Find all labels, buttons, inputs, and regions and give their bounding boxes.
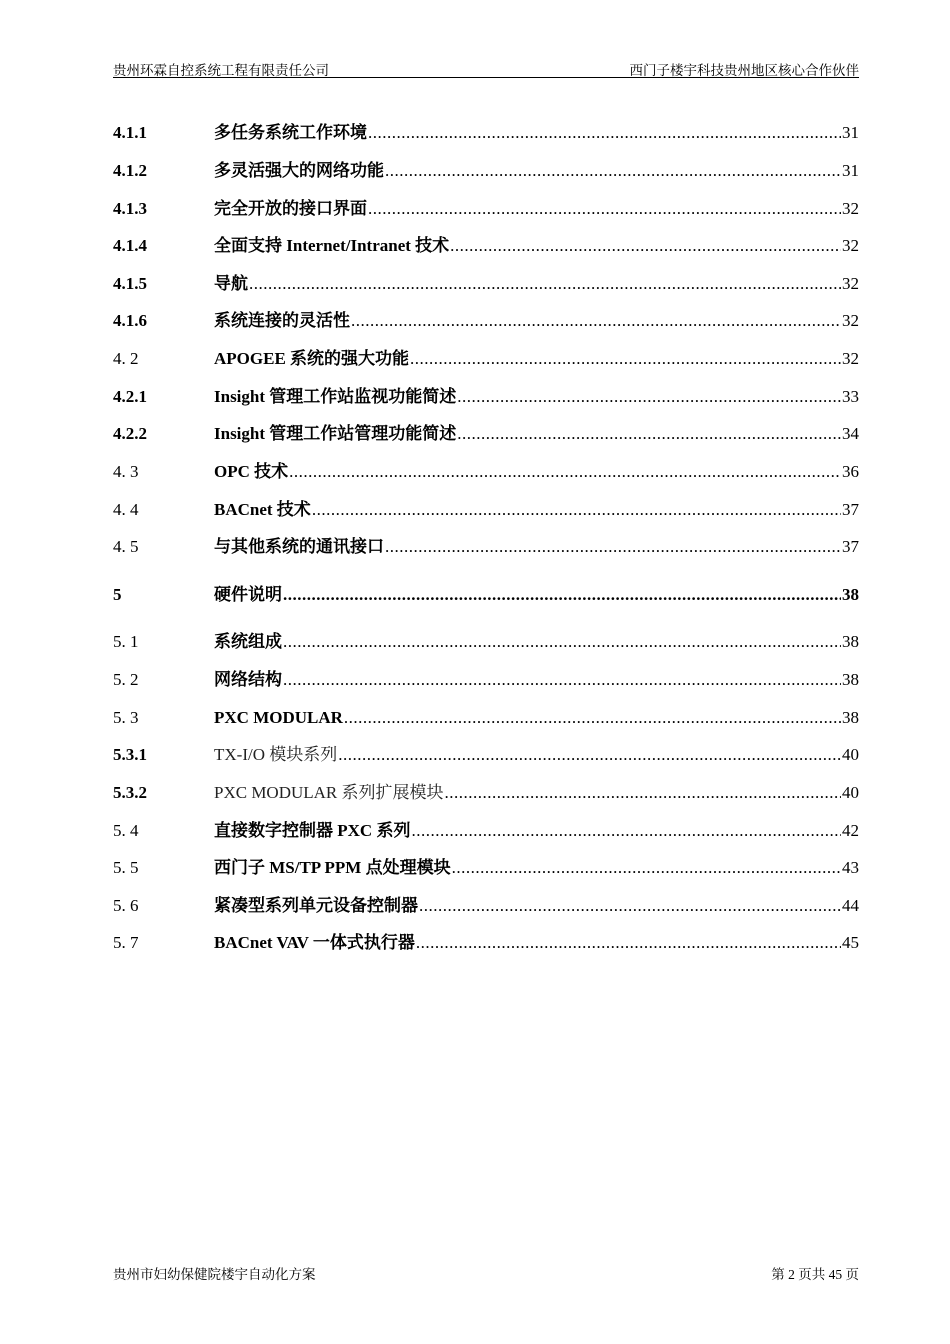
toc-title: 系统连接的灵活性 [214,311,350,330]
toc-leader [249,272,841,296]
header-partner: 西门子楼宇科技贵州地区核心合作伙伴 [629,63,859,78]
toc-leader [385,159,841,183]
toc-entry[interactable] [113,535,859,559]
toc-entry[interactable] [113,819,859,843]
toc-number: 4.2.1 [113,387,147,406]
toc-number: 4.1.4 [113,236,147,255]
toc-title: Insight 管理工作站管理功能简述 [214,424,457,443]
toc-leader [419,894,841,918]
toc-page: 40 [842,783,859,802]
toc-number: 5. 5 [113,858,139,877]
toc-leader [445,781,841,805]
toc-title: 多任务系统工作环境 [214,123,367,142]
toc-leader [368,121,841,145]
toc-page: 42 [842,821,859,840]
toc-number: 5. 6 [113,896,139,915]
toc-page: 32 [842,274,859,293]
toc-entry[interactable] [113,931,859,955]
toc-number: 4. 2 [113,349,139,368]
toc-leader [452,856,841,880]
toc-page: 37 [842,500,859,519]
toc-title: BACnet VAV 一体式执行器 [214,933,415,952]
toc-title: 导航 [214,274,248,293]
toc-entry[interactable] [113,498,859,522]
toc-entry[interactable] [113,630,859,654]
toc-number: 5. 3 [113,708,139,727]
toc-title: 紧凑型系列单元设备控制器 [214,896,418,915]
toc-title: 硬件说明 [214,585,282,604]
toc-number: 4.1.5 [113,274,147,293]
toc-page: 32 [842,311,859,330]
toc-number: 4.2.2 [113,424,147,443]
toc-entry[interactable] [113,894,859,918]
toc-number: 5. 2 [113,670,139,689]
toc-title: Insight 管理工作站监视功能简述 [214,387,457,406]
toc-entry[interactable] [113,272,859,296]
toc-entry[interactable] [113,197,859,221]
toc-title: TX-I/O 模块系列 [214,745,338,764]
toc-page: 37 [842,537,859,556]
toc-leader [338,743,841,767]
toc-leader [312,498,841,522]
toc-leader [416,931,841,955]
toc-page: 43 [842,858,859,877]
toc-leader [283,668,841,692]
toc-title: BACnet 技术 [214,500,311,519]
toc-entry[interactable] [113,668,859,692]
toc-leader [283,630,841,654]
toc-entry[interactable] [113,460,859,484]
toc-title: 多灵活强大的网络功能 [214,161,384,180]
toc-page: 31 [842,123,859,142]
toc-page: 34 [842,424,859,443]
toc-title: PXC MODULAR 系列扩展模块 [214,783,444,802]
toc-entry[interactable] [113,385,859,409]
toc-leader [344,706,841,730]
toc-number: 5. 7 [113,933,139,952]
toc-page: 38 [842,708,859,727]
toc-leader [411,819,841,843]
toc-page: 44 [842,896,859,915]
toc-leader [283,583,841,607]
toc-number: 5. 4 [113,821,139,840]
toc-number: 4. 4 [113,500,139,519]
toc-number: 5 [113,585,122,604]
footer-page-number: 第 2 页共 45 页 [771,1267,859,1282]
toc-leader [385,535,841,559]
toc-entry[interactable] [113,781,859,805]
toc-page: 33 [842,387,859,406]
toc-title: APOGEE 系统的强大功能 [214,349,410,368]
footer-document-title: 贵州市妇幼保健院楼宇自动化方案 [113,1267,316,1282]
toc-number: 4.1.1 [113,123,147,142]
toc-leader [289,460,841,484]
toc-leader [457,385,841,409]
toc-entry-chapter[interactable] [113,583,859,607]
header-company: 贵州环霖自控系统工程有限责任公司 [113,63,329,78]
toc-title: OPC 技术 [214,462,289,481]
toc-page: 38 [842,670,859,689]
toc-leader [351,309,841,333]
toc-leader [457,422,841,446]
toc-number: 5. 1 [113,632,139,651]
toc-title: 系统组成 [214,632,282,651]
toc-page: 40 [842,745,859,764]
toc-title: 与其他系统的通讯接口 [214,537,384,556]
page-header [113,59,859,78]
toc-number: 4. 5 [113,537,139,556]
toc-title: 网络结构 [214,670,282,689]
toc-entry[interactable] [113,856,859,880]
toc-title: 直接数字控制器 PXC 系列 [214,821,411,840]
toc-title: 完全开放的接口界面 [214,199,367,218]
toc-page: 38 [842,632,859,651]
toc-page: 31 [842,161,859,180]
toc-entry[interactable] [113,309,859,333]
toc-leader [450,234,841,258]
toc-title: 西门子 MS/TP PPM 点处理模块 [214,858,451,877]
toc-entry[interactable] [113,422,859,446]
toc-page: 32 [842,236,859,255]
toc-leader [410,347,841,371]
toc-number: 4.1.6 [113,311,147,330]
toc-number: 4.1.3 [113,199,147,218]
toc-entry[interactable] [113,121,859,145]
toc-title: 全面支持 Internet/Intranet 技术 [214,236,450,255]
toc-entry[interactable] [113,743,859,767]
toc-page: 45 [842,933,859,952]
toc-entry[interactable] [113,347,859,371]
toc-entry[interactable] [113,234,859,258]
toc-number: 4. 3 [113,462,139,481]
toc-page: 32 [842,199,859,218]
toc-number: 5.3.1 [113,745,147,764]
toc-page: 32 [842,349,859,368]
toc-leader [368,197,841,221]
toc-title: PXC MODULAR [214,708,343,727]
toc-entry[interactable] [113,159,859,183]
toc-number: 5.3.2 [113,783,147,802]
toc-number: 4.1.2 [113,161,147,180]
toc-page: 36 [842,462,859,481]
toc-entry[interactable] [113,706,859,730]
toc-page: 38 [842,585,859,604]
